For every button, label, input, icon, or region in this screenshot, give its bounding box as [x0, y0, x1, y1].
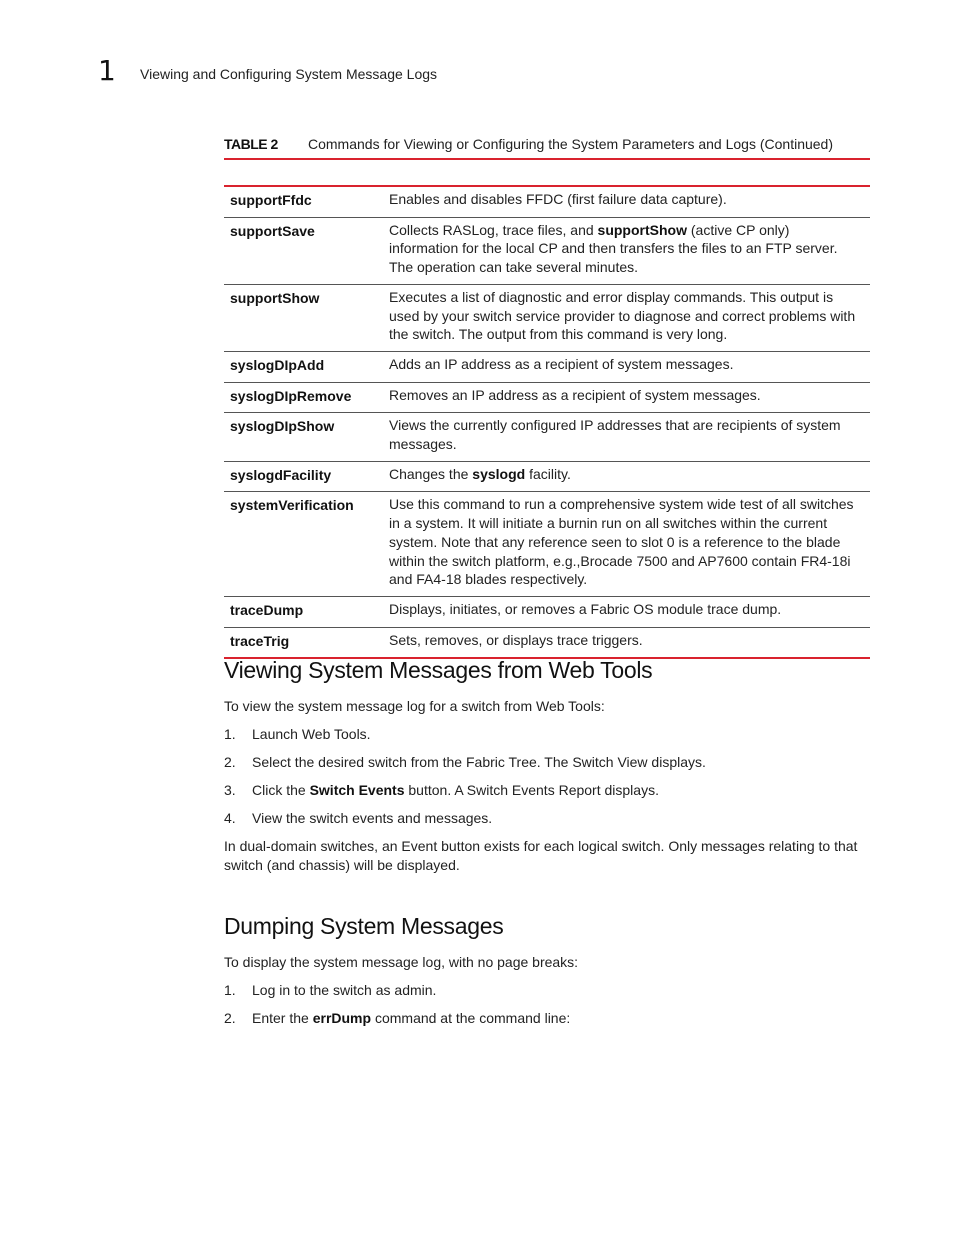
step-text: button. A Switch Events Report displays.	[404, 782, 659, 798]
running-header-title: Viewing and Configuring System Message Logs	[140, 66, 438, 82]
step-text: Log in to the switch as admin.	[252, 982, 437, 998]
step-text: command at the command line:	[371, 1010, 571, 1026]
list-item	[224, 809, 870, 828]
description-cell	[382, 217, 870, 284]
step-number: 1.	[224, 726, 236, 742]
description-cell: Enables and disables FFDC (first failure data capture).	[389, 191, 727, 207]
commands-table	[224, 185, 870, 659]
section-heading-dumping: Dumping System Messages	[224, 913, 504, 939]
table-row	[224, 596, 870, 627]
description-cell: Displays, initiates, or removes a Fabric OS module trace dump.	[382, 596, 870, 627]
table-caption	[224, 134, 870, 160]
inline-button-name: Switch Events	[309, 782, 405, 798]
command-cell: syslogdFacility	[224, 461, 382, 492]
description-cell	[382, 461, 870, 492]
description-cell: Executes a list of diagnostic and error display commands. This output is used by your switch service provider to diagnose and correct problems with the switch. The output from this command is very long.	[382, 284, 870, 351]
table-title: Commands for Viewing or Configuring the System Parameters and Logs (Continued)	[308, 136, 833, 152]
web-tools-note: In dual-domain switches, an Event button exists for each logical switch. Only messages relating to that switch (and chassis) will be displayed.	[224, 838, 858, 873]
table-row	[224, 492, 870, 597]
inline-command: syslogd	[472, 465, 526, 482]
table-row	[224, 627, 870, 658]
list-item	[224, 1009, 870, 1028]
table-row	[224, 413, 870, 461]
list-item	[224, 981, 870, 1000]
command-cell: supportFfdc	[230, 192, 312, 208]
command-cell: syslogDIpRemove	[224, 382, 382, 413]
table-row	[224, 382, 870, 413]
command-cell: traceDump	[224, 596, 382, 627]
description-text: facility.	[525, 465, 571, 482]
web-tools-intro: To view the system message log for a switch from Web Tools:	[224, 698, 605, 714]
list-item	[224, 725, 870, 744]
description-cell: Adds an IP address as a recipient of system messages.	[382, 351, 870, 382]
step-number: 2.	[224, 1010, 236, 1026]
table-label: TABLE 2	[224, 136, 278, 152]
command-cell: syslogDIpAdd	[224, 351, 382, 382]
step-text: View the switch events and messages.	[252, 810, 493, 826]
step-text: Launch Web Tools.	[252, 726, 371, 742]
table-row	[224, 351, 870, 382]
table-row	[224, 217, 870, 284]
command-cell: systemVerification	[224, 492, 382, 597]
command-cell: traceTrig	[224, 627, 382, 658]
command-cell: supportSave	[224, 217, 382, 284]
command-cell: syslogDIpShow	[224, 413, 382, 461]
list-item	[224, 781, 870, 800]
description-cell: Removes an IP address as a recipient of system messages.	[382, 382, 870, 413]
inline-command: errDump	[312, 1010, 372, 1026]
inline-command: supportShow	[597, 221, 687, 238]
description-cell: Sets, removes, or displays trace triggers.	[382, 627, 870, 658]
list-item	[224, 753, 870, 772]
description-cell: Use this command to run a comprehensive system wide test of all switches in a system. It will initiate a burnin run on all switches within the current system. Note that any reference seen to slot 0 is a reference to the blade within the switch platform, e.g.,Brocade 7500 and AP7600 contain FR4-18i and FA4-18 blades respectively.	[382, 492, 870, 597]
table-row	[224, 186, 870, 217]
step-number: 1.	[224, 982, 236, 998]
section-heading-web-tools: Viewing System Messages from Web Tools	[224, 657, 653, 683]
description-text: Collects RASLog, trace files, and	[389, 221, 598, 238]
step-number: 4.	[224, 810, 236, 826]
description-cell: Views the currently configured IP addresses that are recipients of system messages.	[382, 413, 870, 461]
step-number: 2.	[224, 754, 236, 770]
table-row	[224, 284, 870, 351]
step-text: Click the	[252, 782, 310, 798]
step-number: 3.	[224, 782, 236, 798]
command-cell: supportShow	[224, 284, 382, 351]
table-row	[224, 461, 870, 492]
description-text: Changes the	[389, 465, 473, 482]
chapter-number: 1	[98, 54, 116, 87]
description-text: (active CP only) information for the local CP and then transfers the files to an FTP server. The operation can take several minutes.	[389, 221, 838, 276]
step-text: Enter the	[252, 1010, 313, 1026]
step-text: Select the desired switch from the Fabric Tree. The Switch View displays.	[252, 754, 706, 770]
dumping-intro: To display the system message log, with no page breaks:	[224, 954, 579, 970]
